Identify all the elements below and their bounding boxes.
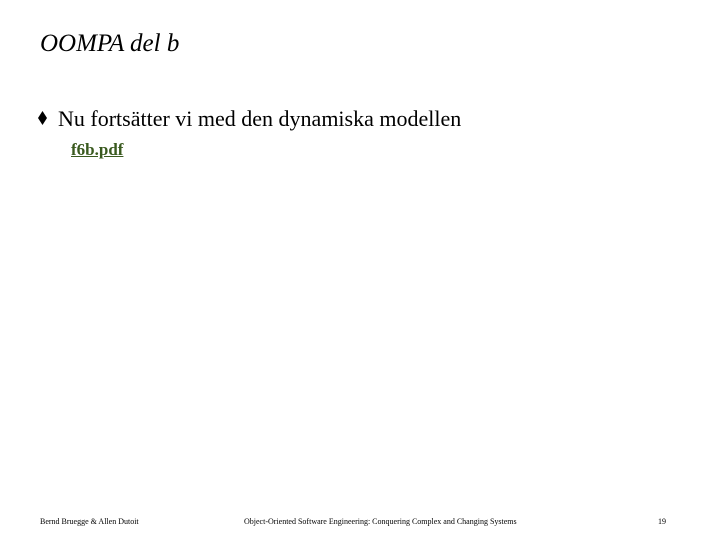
bullet-item [32, 106, 461, 132]
slide-title: OOMPA del b [40, 30, 180, 57]
footer-book-title: Object-Oriented Software Engineering: Conquering Complex and Changing Systems [244, 517, 517, 526]
footer-page-number: 19 [658, 517, 666, 526]
pdf-file-link[interactable]: f6b.pdf [71, 140, 124, 159]
link-row [71, 140, 123, 160]
footer-authors: Bernd Bruegge & Allen Dutoit [40, 517, 139, 526]
bullet-text: Nu fortsätter vi med den dynamiska modellen [58, 106, 462, 131]
diamond-bullet-icon [32, 111, 52, 125]
